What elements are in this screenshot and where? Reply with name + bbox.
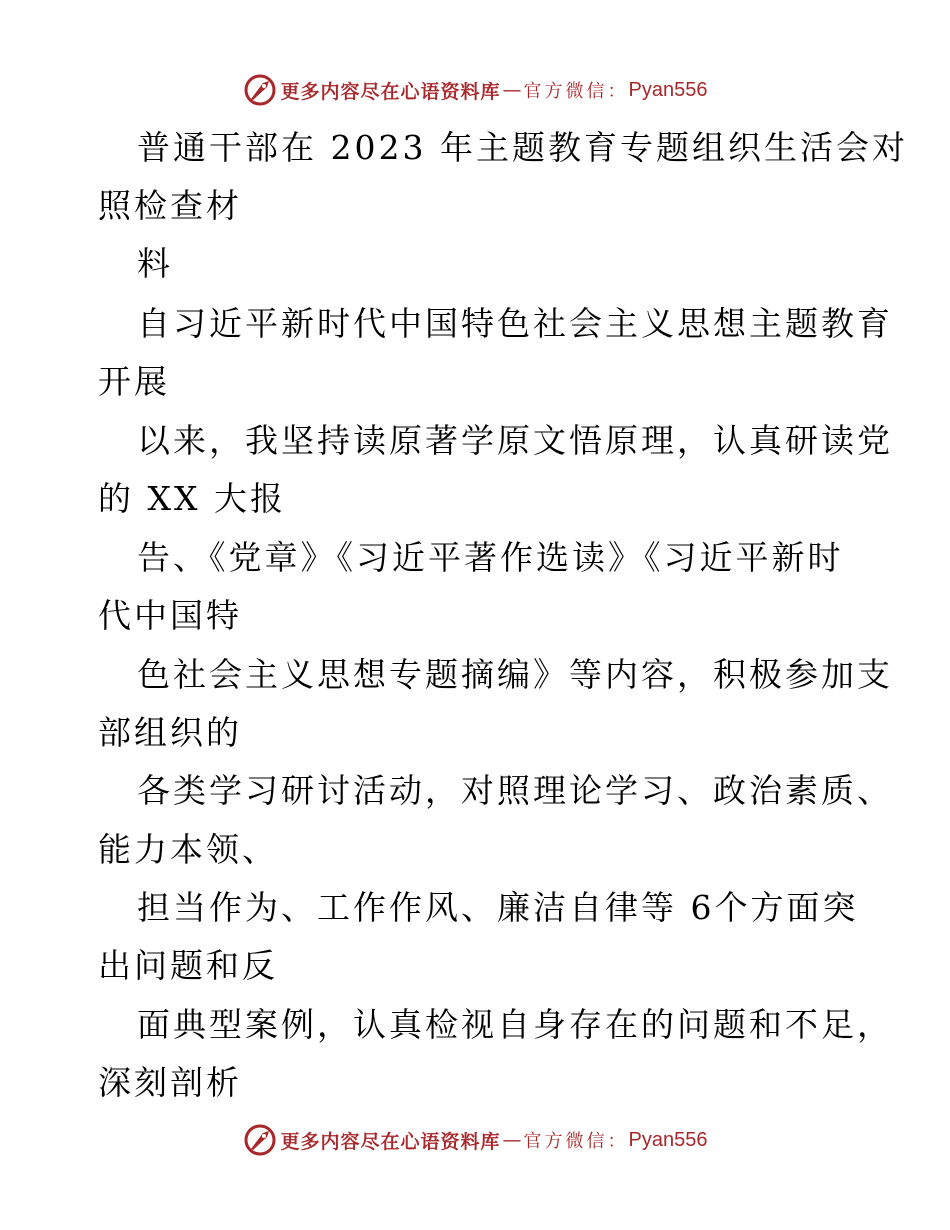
text-line: 担当作为、工作作风、廉洁自律等 6个方面突	[137, 888, 859, 927]
text-line: 的 XX 大报	[98, 479, 286, 518]
text-line: 照检查材	[98, 186, 242, 225]
header-watermark-banner	[0, 70, 950, 110]
text-line: 自习近平新时代中国特色社会主义思想主题教育	[137, 304, 893, 343]
text-line: 告、《党章》《习近平著作选读》《习近平新时	[137, 538, 844, 577]
text-line: 能力本领、	[98, 830, 278, 869]
banner-separator: —	[502, 1129, 522, 1151]
text-line: 代中国特	[98, 596, 242, 635]
text-line: 各类学习研讨活动，对照理论学习、政治素质、	[137, 771, 893, 810]
text-line: 开展	[98, 362, 170, 401]
text-line: 出问题和反	[98, 946, 278, 985]
banner-wechat-id: Pyan556	[628, 78, 708, 101]
text-line: 以来，我坚持读原著学原文悟原理，认真研读党	[137, 421, 893, 460]
text-line: 色社会主义思想专题摘编》等内容，积极参加支	[137, 655, 893, 694]
banner-text: 更多内容尽在心语资料库	[280, 80, 501, 103]
footer-watermark-banner	[0, 1120, 950, 1160]
banner-official-label: 官方微信：	[523, 1131, 629, 1152]
text-line: 面典型案例，认真检视自身存在的问题和不足，	[137, 1005, 893, 1044]
pen-nib-logo-icon	[243, 73, 277, 107]
text-line: 普通干部在 2023 年主题教育专题组织生活会对	[137, 128, 908, 167]
text-line: 深刻剖析	[98, 1063, 242, 1102]
text-line: 部组织的	[98, 713, 242, 752]
banner-text: 更多内容尽在心语资料库	[280, 1130, 501, 1153]
pen-nib-logo-icon	[243, 1123, 277, 1157]
banner-wechat-id: Pyan556	[628, 1128, 708, 1151]
banner-official-label: 官方微信：	[523, 81, 629, 102]
banner-separator: —	[502, 79, 522, 101]
text-line: 料	[137, 244, 173, 283]
